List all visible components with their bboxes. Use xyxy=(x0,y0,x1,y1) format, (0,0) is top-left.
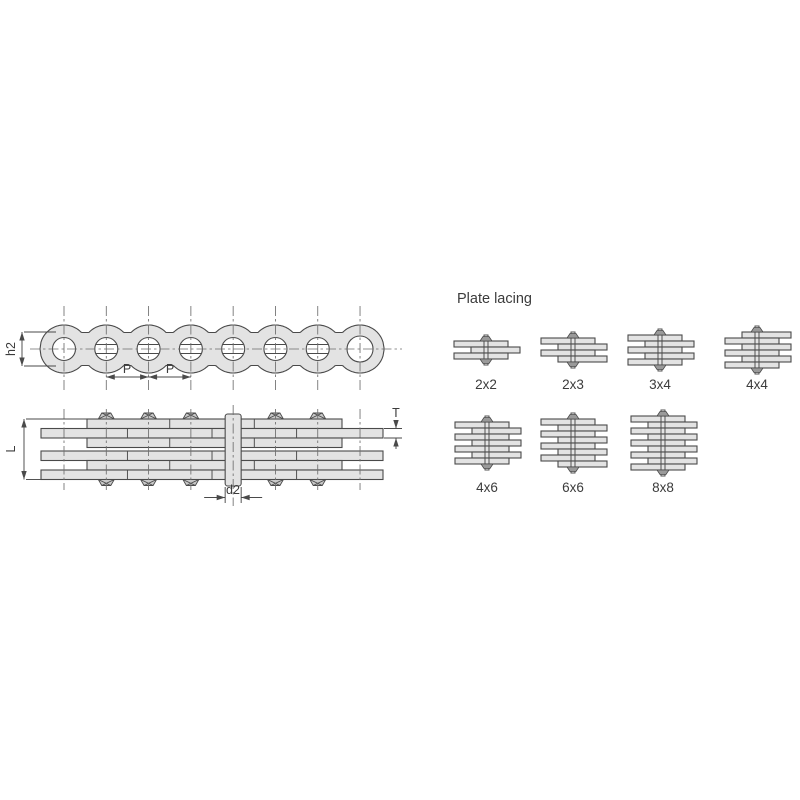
lacing-plate-bar xyxy=(558,461,607,467)
lacing-plate-bar xyxy=(742,344,791,350)
lacing-plate-bar xyxy=(455,434,509,440)
dimension-arrow xyxy=(106,374,115,379)
dim-label-T: T xyxy=(392,406,400,420)
lacing-rivet xyxy=(567,467,579,472)
lacing-plate-bar xyxy=(558,437,607,443)
dimension-arrow xyxy=(21,471,26,480)
lacing-plate-bar xyxy=(541,350,595,356)
lacing-plate-bar xyxy=(628,347,682,353)
dimension-arrow xyxy=(21,419,26,428)
lacing-plate-bar xyxy=(631,416,685,422)
lacing-diagram-8x8 xyxy=(631,410,697,495)
lacing-label: 6x6 xyxy=(562,480,584,495)
dim-label-d2: d2 xyxy=(226,483,240,497)
lacing-plate-bar xyxy=(472,440,521,446)
lacing-plate-bar xyxy=(455,446,509,452)
lacing-plate-bar xyxy=(648,422,697,428)
lacing-plate-bar xyxy=(558,356,607,362)
lacing-rivet xyxy=(657,412,669,417)
chain-side-view xyxy=(30,306,402,392)
plate-lacing-title: Plate lacing xyxy=(457,291,532,307)
lacing-plate-bar xyxy=(628,359,682,365)
dimension-arrow xyxy=(393,438,398,447)
lacing-plate-bar xyxy=(628,335,682,341)
lacing-label: 4x6 xyxy=(476,480,498,495)
dim-label-h2: h2 xyxy=(4,342,18,356)
lacing-rivet xyxy=(751,328,763,333)
lacing-plate-bar xyxy=(541,431,595,437)
dimension-arrow xyxy=(217,495,226,500)
lacing-rivet xyxy=(567,362,579,367)
lacing-plate-bar xyxy=(558,344,607,350)
lacing-label: 3x4 xyxy=(649,377,671,392)
plate-row xyxy=(87,419,342,429)
plate-row xyxy=(87,461,342,471)
lacing-label: 4x4 xyxy=(746,377,768,392)
lacing-plate-bar xyxy=(454,353,508,359)
lacing-plate-bar xyxy=(648,446,697,452)
lacing-plate-bar xyxy=(558,449,607,455)
lacing-plate-bar xyxy=(648,434,697,440)
lacing-plate-bar xyxy=(541,455,595,461)
lacing-plate-bar xyxy=(455,422,509,428)
dimension-arrow xyxy=(393,420,398,429)
lacing-diagram-6x6 xyxy=(541,413,607,495)
lacing-rivet xyxy=(567,415,579,420)
lacing-plate-bar xyxy=(455,458,509,464)
lacing-diagram-2x2 xyxy=(454,335,520,392)
lacing-plate-bar xyxy=(645,353,694,359)
lacing-plate-bar xyxy=(471,347,520,353)
lacing-plate-bar xyxy=(631,440,685,446)
lacing-diagram-3x4 xyxy=(628,329,694,392)
lacing-label: 8x8 xyxy=(652,480,674,495)
lacing-rivet xyxy=(480,359,492,364)
lacing-plate-bar xyxy=(631,452,685,458)
lacing-diagram-4x4 xyxy=(725,326,791,392)
lacing-plate-bar xyxy=(725,338,779,344)
lacing-plate-bar xyxy=(541,419,595,425)
lacing-plate-bar xyxy=(645,341,694,347)
lacing-plate-bar xyxy=(725,362,779,368)
lacing-plate-bar xyxy=(472,428,521,434)
plate-lacing-diagrams xyxy=(454,326,791,495)
lacing-rivet xyxy=(481,418,493,423)
lacing-plate-bar xyxy=(648,458,697,464)
lacing-rivet xyxy=(657,470,669,475)
dim-label-L: L xyxy=(4,445,18,453)
lacing-plate-bar xyxy=(541,443,595,449)
lacing-label: 2x3 xyxy=(562,377,584,392)
lacing-rivet xyxy=(480,337,492,342)
dimension-arrow xyxy=(140,374,149,379)
lacing-plate-bar xyxy=(558,425,607,431)
lacing-rivet xyxy=(654,365,666,370)
lacing-plate-bar xyxy=(454,341,508,347)
lacing-plate-bar xyxy=(631,464,685,470)
lacing-rivet xyxy=(654,331,666,336)
lacing-rivet xyxy=(481,464,493,469)
lacing-label: 2x2 xyxy=(475,377,497,392)
lacing-plate-bar xyxy=(541,338,595,344)
lacing-rivet xyxy=(751,368,763,373)
dim-label-pitch-2: P xyxy=(165,362,175,376)
lacing-diagram-4x6 xyxy=(455,416,521,495)
dimension-arrow xyxy=(19,358,24,367)
lacing-plate-bar xyxy=(742,332,791,338)
dimension-arrow xyxy=(149,374,158,379)
lacing-rivet xyxy=(567,334,579,339)
lacing-plate-bar xyxy=(472,452,521,458)
lacing-plate-bar xyxy=(742,356,791,362)
dim-label-pitch-1: P xyxy=(122,362,132,376)
dimension-arrow xyxy=(19,332,24,341)
dimension-arrow xyxy=(182,374,191,379)
plate-row xyxy=(87,438,342,448)
lacing-plate-bar xyxy=(631,428,685,434)
chain-plan-view xyxy=(41,405,383,506)
lacing-plate-bar xyxy=(725,350,779,356)
dimension-arrow xyxy=(241,495,250,500)
lacing-diagram-2x3 xyxy=(541,332,607,392)
